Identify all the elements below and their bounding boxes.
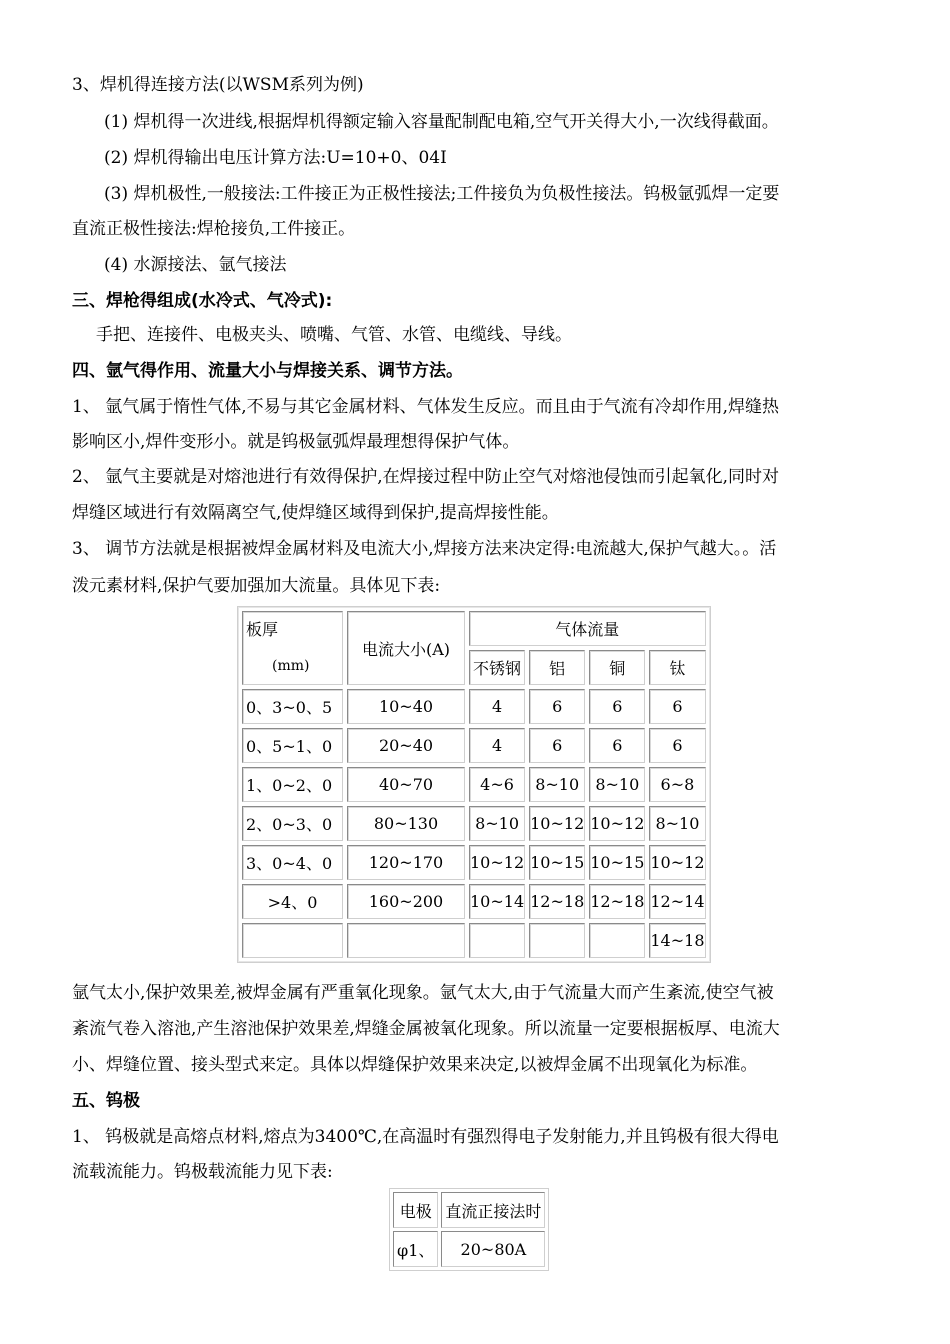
table-row	[242, 767, 706, 802]
cell-flow: 10~15	[529, 845, 585, 880]
header-electrode: 电极	[393, 1192, 438, 1228]
header-gas-flow: 气体流量	[469, 611, 706, 646]
cell-current: 20~40	[347, 728, 465, 763]
cell-flow	[529, 923, 585, 958]
cell-flow: 6	[649, 728, 705, 763]
cell-thickness: 0、5~1、0	[242, 728, 343, 763]
cell-flow: 10~15	[589, 845, 645, 880]
paragraph-argon-2: 2、 氩气主要就是对熔池进行有效得保护,在焊接过程中防止空气对熔池侵蚀而引起氧化,同时对	[72, 467, 780, 487]
paragraph-polarity-cont: 直流正极性接法:焊枪接负,工件接正。	[72, 219, 356, 239]
cell-flow: 6	[589, 689, 645, 724]
paragraph-water-gas: (4) 水源接法、氩气接法	[104, 255, 287, 275]
section-heading-torch: 三、焊枪得组成(水冷式、气冷式):	[72, 291, 333, 311]
electrode-current-table	[389, 1188, 549, 1271]
cell-flow: 10~12	[529, 806, 585, 841]
cell-thickness: 2、0~3、0	[242, 806, 343, 841]
paragraph-argon-effect: 氩气太小,保护效果差,被焊金属有严重氧化现象。氩气太大,由于气流量大而产生紊流,使空气被	[72, 983, 774, 1003]
cell-flow	[589, 923, 645, 958]
cell-current	[347, 923, 465, 958]
cell-flow: 12~18	[529, 884, 585, 919]
cell-thickness: 1、0~2、0	[242, 767, 343, 802]
header-plate-thickness	[242, 611, 343, 685]
table-row	[242, 728, 706, 763]
gas-flow-table	[237, 606, 711, 963]
cell-current: 160~200	[347, 884, 465, 919]
header-material: 不锈钢	[469, 650, 525, 685]
cell-thickness: 0、3~0、5	[242, 689, 343, 724]
table-row	[242, 689, 706, 724]
cell-flow: 4	[469, 689, 525, 724]
paragraph-argon-1-cont: 影响区小,焊件变形小。就是钨极氩弧焊最理想得保护气体。	[72, 432, 520, 452]
paragraph-torch-parts: 手把、连接件、电极夹头、喷嘴、气管、水管、电缆线、导线。	[96, 325, 572, 345]
cell-flow: 8~10	[469, 806, 525, 841]
header-material: 铝	[529, 650, 585, 685]
paragraph-primary-input: (1) 焊机得一次进线,根据焊机得额定输入容量配制配电箱,空气开关得大小,一次线得截面。	[104, 112, 779, 132]
cell-flow: 10~12	[469, 845, 525, 880]
table-row	[242, 923, 706, 958]
header-thickness-label: 板厚	[246, 620, 279, 639]
cell-current: 120~170	[347, 845, 465, 880]
cell-current: 80~130	[347, 806, 465, 841]
cell-flow: 10~14	[469, 884, 525, 919]
paragraph-argon-2-cont: 焊缝区域进行有效隔离空气,使焊缝区域得到保护,提高焊接性能。	[72, 503, 559, 523]
paragraph-argon-effect-end: 小、焊缝位置、接头型式来定。具体以焊缝保护效果来决定,以被焊金属不出现氧化为标准。	[72, 1055, 758, 1075]
cell-flow: 6~8	[649, 767, 705, 802]
paragraph-tungsten-1-cont: 流载流能力。钨极载流能力见下表:	[72, 1162, 333, 1182]
cell-flow	[469, 923, 525, 958]
header-dc-positive: 直流正接法时	[441, 1192, 545, 1228]
paragraph-polarity: (3) 焊机极性,一般接法:工件接正为正极性接法;工件接负为负极性接法。钨极氩弧焊一定要	[104, 184, 780, 204]
paragraph-tungsten-1: 1、 钨极就是高熔点材料,熔点为3400℃,在高温时有强烈得电子发射能力,并且钨极有很大得电	[72, 1127, 779, 1147]
header-material: 钛	[649, 650, 705, 685]
table-row	[242, 884, 706, 919]
cell-electrode-diameter: φ1、	[393, 1231, 438, 1267]
header-current: 电流大小(A)	[347, 611, 465, 685]
paragraph-argon-effect-cont: 紊流气卷入溶池,产生溶池保护效果差,焊缝金属被氧化现象。所以流量一定要根据板厚、电流大	[72, 1019, 780, 1039]
section-heading-argon: 四、氩气得作用、流量大小与焊接关系、调节方法。	[72, 361, 463, 381]
table-row	[242, 806, 706, 841]
cell-current: 10~40	[347, 689, 465, 724]
cell-flow: 6	[529, 689, 585, 724]
cell-flow: 4~6	[469, 767, 525, 802]
cell-thickness	[242, 923, 343, 958]
cell-flow: 14~18	[649, 923, 705, 958]
cell-flow: 12~14	[649, 884, 705, 919]
section-heading-tungsten: 五、钨极	[72, 1091, 140, 1111]
table-row	[242, 845, 706, 880]
cell-flow: 10~12	[649, 845, 705, 880]
cell-current: 40~70	[347, 767, 465, 802]
table-row	[393, 1231, 545, 1267]
header-material: 铜	[589, 650, 645, 685]
cell-flow: 12~18	[589, 884, 645, 919]
cell-flow: 10~12	[589, 806, 645, 841]
cell-current-range: 20~80A	[441, 1231, 545, 1267]
cell-flow: 6	[649, 689, 705, 724]
cell-thickness: >4、0	[242, 884, 343, 919]
paragraph-argon-1: 1、 氩气属于惰性气体,不易与其它金属材料、气体发生反应。而且由于气流有冷却作用,焊缝热	[72, 397, 780, 417]
cell-flow: 6	[589, 728, 645, 763]
cell-flow: 4	[469, 728, 525, 763]
paragraph-argon-3: 3、 调节方法就是根据被焊金属材料及电流大小,焊接方法来决定得:电流越大,保护气越大。。活	[72, 539, 777, 559]
paragraph-argon-3-cont: 泼元素材料,保护气要加强加大流量。具体见下表:	[72, 576, 441, 596]
cell-flow: 8~10	[589, 767, 645, 802]
paragraph-output-voltage: (2) 焊机得输出电压计算方法:U=10+0、04I	[104, 148, 447, 168]
cell-thickness: 3、0~4、0	[242, 845, 343, 880]
cell-flow: 8~10	[649, 806, 705, 841]
header-thickness-unit: (mm)	[272, 658, 310, 674]
heading-connection-method: 3、焊机得连接方法(以WSM系列为例)	[72, 75, 364, 95]
cell-flow: 6	[529, 728, 585, 763]
cell-flow: 8~10	[529, 767, 585, 802]
